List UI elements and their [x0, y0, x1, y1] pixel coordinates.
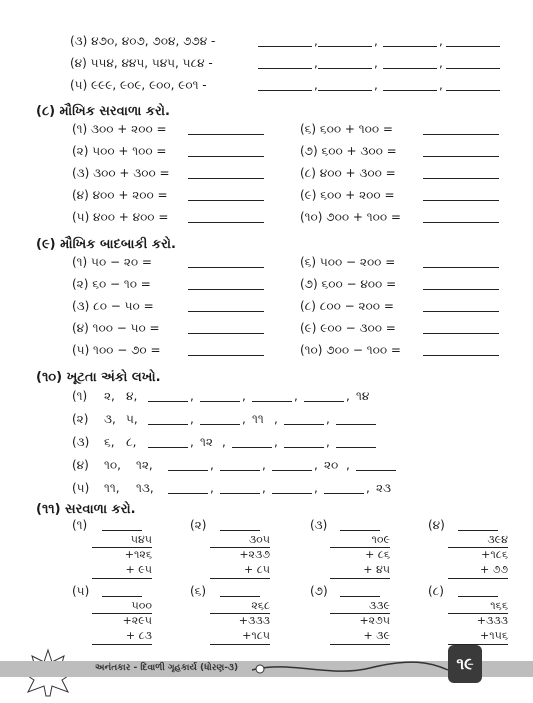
- answer-blank[interactable]: [423, 156, 499, 157]
- answer-blank[interactable]: [258, 46, 312, 47]
- sec10-token: ૧૨: [200, 435, 213, 449]
- sec11-operand: + ૩૯: [363, 629, 390, 642]
- answer-blank[interactable]: [423, 134, 499, 135]
- sec11-operand: ૨૬૮: [251, 599, 270, 612]
- answer-blank[interactable]: [188, 134, 264, 135]
- sec10-token: ૮,: [126, 435, 137, 449]
- sec10-token: ,: [366, 481, 370, 495]
- sec9-left-item: (૪) ૧૦૦ − ૫૦ =: [72, 321, 160, 335]
- sec10-token: ,: [190, 389, 194, 403]
- sec10-token: ૬,: [104, 435, 115, 449]
- sec10-token: ૪,: [126, 389, 138, 403]
- sec8-right-item: (૭) ૬૦૦ + ૩૦૦ =: [300, 144, 397, 158]
- answer-blank[interactable]: [272, 493, 312, 494]
- sec8-right-item: (૬) ૬૦૦ + ૧૦૦ =: [300, 122, 393, 136]
- comma-sep: ,: [439, 78, 443, 92]
- sec10-token: ,: [274, 412, 278, 426]
- sum-rule: [330, 547, 390, 548]
- sec8-heading: (૮) મૌખિક સરવાળા કરો.: [36, 104, 170, 119]
- answer-blank[interactable]: [188, 178, 264, 179]
- answer-blank[interactable]: [188, 200, 264, 201]
- answer-blank[interactable]: [102, 596, 142, 597]
- sec11-problem-label: (૮): [428, 584, 444, 598]
- sec11-operand: ૩૩૯: [368, 599, 390, 612]
- answer-blank[interactable]: [446, 90, 500, 91]
- answer-blank[interactable]: [284, 424, 324, 425]
- sec11-operand: +૧૮૬: [481, 548, 508, 561]
- answer-blank[interactable]: [188, 267, 264, 268]
- sec10-token: ,: [346, 458, 350, 472]
- answer-blank[interactable]: [258, 90, 312, 91]
- sec11-operand: +૨૩૭: [239, 548, 270, 561]
- sec10-token: ,: [222, 435, 226, 449]
- comma-sep: ,: [439, 34, 443, 48]
- sec11-operand: +૧૨૬: [124, 548, 152, 561]
- comma-sep: ,: [314, 34, 318, 48]
- comma-sep: ,: [314, 78, 318, 92]
- sec11-operand: +૧૫૬: [480, 629, 508, 642]
- sec10-token: ૧૧: [252, 412, 264, 426]
- sec8-left-item: (૨) ૫૦૦ + ૧૦૦ =: [72, 144, 167, 158]
- sum-rule: [330, 644, 390, 645]
- sec11-problem-label: (૨): [190, 518, 207, 532]
- answer-blank[interactable]: [102, 530, 142, 531]
- sec10-token: ,: [346, 389, 350, 403]
- sec11-problem-label: (૫): [72, 584, 90, 598]
- sec10-token: ૨૩: [376, 481, 392, 495]
- sec10-token: ૧૪: [356, 389, 370, 403]
- sec11-operand: ૩૯૪: [487, 533, 508, 546]
- answer-blank[interactable]: [356, 470, 396, 471]
- sec11-operand: + ૪૫: [363, 563, 390, 576]
- sec8-right-item: (૯) ૬૦૦ + ૨૦૦ =: [300, 188, 395, 202]
- sec10-token: ૨૦: [324, 458, 339, 472]
- sec9-right-item: (૭) ૬૦૦ − ૪૦૦ =: [300, 277, 397, 291]
- sec10-token: ૧૦,: [104, 458, 121, 472]
- sec10-token: ,: [326, 435, 330, 449]
- sec11-operand: + ૮૬: [365, 548, 390, 561]
- sec10-row-label: (૧): [72, 389, 88, 403]
- answer-blank[interactable]: [423, 289, 499, 290]
- sec10-token: ,: [210, 458, 214, 472]
- answer-blank[interactable]: [168, 493, 208, 494]
- answer-blank[interactable]: [446, 46, 500, 47]
- comma-sep: ,: [439, 56, 443, 70]
- sec10-heading: (૧૦) ખૂટતા અંકો લખો.: [36, 370, 161, 385]
- answer-blank[interactable]: [188, 156, 264, 157]
- answer-blank[interactable]: [423, 267, 499, 268]
- sec11-operand: ૫૪૫: [130, 533, 152, 546]
- answer-blank[interactable]: [336, 447, 376, 448]
- sum-rule: [448, 547, 508, 548]
- answer-blank[interactable]: [423, 355, 499, 356]
- footer-text: અનંતકાર - દિવાળી ગૃહકાર્ય (ધોરણ-૩): [95, 663, 239, 673]
- comma-sep: ,: [374, 56, 378, 70]
- answer-blank[interactable]: [318, 68, 372, 69]
- comma-sep: ,: [314, 56, 318, 70]
- answer-blank[interactable]: [200, 401, 240, 402]
- sum-rule: [92, 578, 152, 579]
- answer-blank[interactable]: [423, 200, 499, 201]
- sec7-row-label: (૪) ૫૫૪, ૪૪૫, ૫૪૫, ૫૮૪ -: [70, 56, 213, 70]
- sec10-token: ૫,: [126, 412, 138, 426]
- answer-blank[interactable]: [148, 447, 188, 448]
- answer-blank[interactable]: [324, 493, 364, 494]
- sum-rule: [92, 547, 152, 548]
- sec11-operand: + ૮૫: [244, 563, 270, 576]
- sec11-operand: + ૭૭: [479, 563, 508, 576]
- sec8-right-item: (૧૦) ૭૦૦ + ૧૦૦ =: [300, 210, 401, 224]
- answer-blank[interactable]: [284, 447, 324, 448]
- sum-rule: [448, 613, 508, 614]
- sum-rule: [210, 578, 270, 579]
- comma-sep: ,: [374, 34, 378, 48]
- sec10-token: ૩,: [104, 412, 116, 426]
- sec8-left-item: (૫) ૪૦૦ + ૪૦૦ =: [72, 210, 169, 224]
- sec10-token: ,: [190, 412, 194, 426]
- sec11-problem-label: (૩): [310, 518, 328, 532]
- answer-blank[interactable]: [220, 493, 260, 494]
- sec8-right-item: (૮) ૪૦૦ + ૩૦૦ =: [300, 166, 396, 180]
- sec11-operand: +૨૯૫: [122, 614, 152, 627]
- sec10-token: ,: [262, 458, 266, 472]
- sum-rule: [210, 613, 270, 614]
- answer-blank[interactable]: [232, 447, 272, 448]
- answer-blank[interactable]: [188, 311, 264, 312]
- answer-blank[interactable]: [340, 530, 380, 531]
- answer-blank[interactable]: [423, 178, 499, 179]
- answer-blank[interactable]: [458, 596, 498, 597]
- answer-blank[interactable]: [148, 424, 188, 425]
- sec9-right-item: (૧૦) ૭૦૦ − ૧૦૦ =: [300, 343, 401, 357]
- answer-blank[interactable]: [423, 311, 499, 312]
- sec8-left-item: (૧) ૩૦૦ + ૨૦૦ =: [72, 122, 167, 136]
- answer-blank[interactable]: [220, 470, 260, 471]
- sec11-problem-label: (૬): [190, 584, 207, 598]
- sum-rule: [448, 578, 508, 579]
- sec10-token: ૨,: [104, 389, 115, 403]
- sum-rule: [92, 644, 152, 645]
- sec11-problem-label: (૪): [428, 518, 445, 532]
- answer-blank[interactable]: [188, 333, 264, 334]
- sec11-problem-label: (૭): [310, 584, 328, 598]
- page-number-badge: ૧૯: [448, 645, 482, 683]
- sec11-operand: + ૯૫: [125, 563, 152, 576]
- sec9-left-item: (૫) ૧૦૦ − ૭૦ =: [72, 343, 161, 357]
- answer-blank[interactable]: [220, 530, 260, 531]
- sec11-operand: +૨૭૫: [359, 614, 390, 627]
- sec9-left-item: (૧) ૫૦ − ૨૦ =: [72, 255, 152, 269]
- sec11-operand: ૧૦૯: [371, 533, 390, 546]
- sec10-token: ૧૨,: [136, 458, 153, 472]
- answer-blank[interactable]: [423, 222, 499, 223]
- answer-blank[interactable]: [252, 401, 292, 402]
- sec10-token: ૧૧,: [104, 481, 120, 495]
- answer-blank[interactable]: [148, 401, 188, 402]
- wire-decoration-icon: [250, 658, 450, 680]
- answer-blank[interactable]: [446, 68, 500, 69]
- sum-rule: [210, 547, 270, 548]
- sec10-row-label: (૫): [72, 481, 90, 495]
- sec10-token: ,: [314, 481, 318, 495]
- answer-blank[interactable]: [188, 289, 264, 290]
- sec9-left-item: (૩) ૮૦ − ૫૦ =: [72, 299, 154, 313]
- sec10-token: ૧૩,: [136, 481, 154, 495]
- sec10-token: ,: [262, 481, 266, 495]
- sec8-left-item: (૪) ૪૦૦ + ૨૦૦ =: [72, 188, 168, 202]
- sec10-token: ,: [294, 389, 298, 403]
- answer-blank[interactable]: [188, 355, 264, 356]
- sum-rule: [210, 644, 270, 645]
- sec11-operand: +૩૩૩: [238, 614, 270, 627]
- sec10-token: ,: [274, 435, 278, 449]
- answer-blank[interactable]: [336, 424, 376, 425]
- sec10-row-label: (૩): [72, 435, 90, 449]
- sec10-token: ,: [190, 435, 194, 449]
- sec10-row-label: (૨): [72, 412, 89, 426]
- sec9-left-item: (૨) ૬૦ − ૧૦ =: [72, 277, 151, 291]
- sec9-right-item: (૬) ૫૦૦ − ૨૦૦ =: [300, 255, 396, 269]
- sec7-row-label: (૩) ૪૭૦, ૪૦૭, ૭૦૪, ૭૭૪ -: [70, 34, 216, 48]
- sec10-token: ,: [210, 481, 214, 495]
- sum-rule: [92, 613, 152, 614]
- answer-blank[interactable]: [340, 596, 380, 597]
- sum-rule: [330, 578, 390, 579]
- answer-blank[interactable]: [318, 46, 372, 47]
- answer-blank[interactable]: [200, 424, 240, 425]
- answer-blank[interactable]: [258, 68, 312, 69]
- sec10-token: ,: [314, 458, 318, 472]
- answer-blank[interactable]: [383, 90, 437, 91]
- sec11-operand: ૩૦૫: [248, 533, 270, 546]
- answer-blank[interactable]: [458, 530, 498, 531]
- sec9-heading: (૯) મૌખિક બાદબાકી કરો.: [36, 237, 176, 252]
- sec7-row-label: (૫) ૯૯૯, ૯૦૯, ૯૦૦, ૯૦૧ -: [70, 78, 207, 92]
- answer-blank[interactable]: [188, 222, 264, 223]
- answer-blank[interactable]: [318, 90, 372, 91]
- answer-blank[interactable]: [168, 470, 208, 471]
- answer-blank[interactable]: [383, 46, 437, 47]
- sec11-operand: ૧૬૬: [490, 599, 508, 612]
- answer-blank[interactable]: [220, 596, 260, 597]
- comma-sep: ,: [374, 78, 378, 92]
- answer-blank[interactable]: [423, 333, 499, 334]
- sec10-token: ,: [242, 412, 246, 426]
- sec10-token: ,: [326, 412, 330, 426]
- sec11-operand: ૫૦૦: [131, 599, 152, 612]
- sec8-left-item: (૩) ૩૦૦ + ૩૦૦ =: [72, 166, 170, 180]
- sec9-right-item: (૮) ૮૦૦ − ૨૦૦ =: [300, 299, 394, 313]
- sec11-heading: (૧૧) સરવાળા કરો.: [36, 502, 136, 517]
- answer-blank[interactable]: [383, 68, 437, 69]
- sec9-right-item: (૯) ૯૦૦ − ૩૦૦ =: [300, 321, 396, 335]
- sec10-row-label: (૪): [72, 458, 89, 472]
- sec11-operand: +૩૩૩: [476, 614, 508, 627]
- sum-rule: [330, 613, 390, 614]
- answer-blank[interactable]: [304, 401, 344, 402]
- sec11-problem-label: (૧): [72, 518, 88, 532]
- answer-blank[interactable]: [272, 470, 312, 471]
- sec10-token: ,: [242, 389, 246, 403]
- sec11-operand: + ૮૩: [125, 629, 152, 642]
- sec11-operand: +૧૮૫: [242, 629, 270, 642]
